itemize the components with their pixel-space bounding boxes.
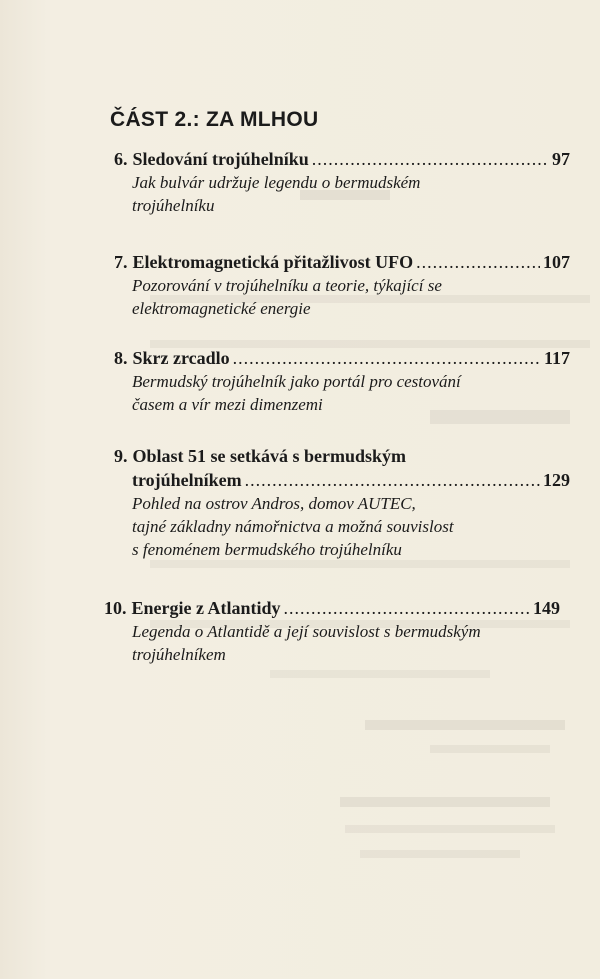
part-heading: ČÁST 2.: ZA MLHOU — [110, 108, 319, 131]
description-line: časem a vír mezi dimenzemi — [132, 395, 323, 414]
chapter-description — [114, 492, 570, 561]
chapter-title-continued: trojúhelníkem — [132, 470, 242, 490]
chapter-title: Elektromagnetická přitažlivost UFO — [132, 252, 414, 272]
page-number: 129 — [543, 470, 570, 490]
chapter-number: 9. — [114, 446, 128, 466]
chapter-title: Oblast 51 se setkává s bermudským — [132, 446, 407, 466]
toc-entry[interactable] — [114, 346, 570, 416]
chapter-number: 7. — [114, 252, 128, 272]
description-line: s fenoménem bermudského trojúhelníku — [132, 540, 402, 559]
description-line: Legenda o Atlantidě a její souvislost s bermudským — [132, 622, 481, 641]
toc-entry-title-line — [104, 596, 570, 620]
toc-entry-title-line — [114, 346, 570, 370]
dot-leader — [233, 346, 541, 370]
toc-entry-title-line — [114, 147, 570, 171]
toc-entry[interactable] — [114, 250, 570, 320]
description-line: Pozorování v trojúhelníku a teorie, týkající se — [132, 276, 442, 295]
toc-entry[interactable] — [114, 147, 570, 217]
chapter-number: 10. — [104, 598, 127, 618]
chapter-description — [114, 171, 570, 217]
page-number: 97 — [552, 149, 570, 169]
chapter-title: Skrz zrcadlo — [132, 348, 230, 368]
page-number: 107 — [543, 252, 570, 272]
toc-entry-title-line — [114, 468, 570, 492]
toc-entry-title-line — [114, 250, 570, 274]
chapter-description — [114, 274, 570, 320]
dot-leader — [312, 147, 549, 171]
description-line: elektromagnetické energie — [132, 299, 311, 318]
chapter-number: 6. — [114, 149, 128, 169]
toc-entry[interactable] — [114, 444, 570, 561]
toc-entry-title-line — [114, 444, 570, 468]
dot-leader — [284, 596, 531, 620]
chapter-number: 8. — [114, 348, 128, 368]
chapter-description — [114, 370, 570, 416]
page-number: 117 — [543, 348, 570, 368]
chapter-title: Sledování trojúhelníku — [132, 149, 309, 169]
chapter-description — [104, 620, 570, 666]
description-line: trojúhelníkem — [132, 645, 226, 664]
page-number: 149 — [533, 598, 560, 618]
description-line: Pohled na ostrov Andros, domov AUTEC, — [132, 494, 416, 513]
description-line: Jak bulvár udržuje legendu o bermudském — [132, 173, 421, 192]
dot-leader — [416, 250, 540, 274]
dot-leader — [245, 468, 540, 492]
chapter-title: Energie z Atlantidy — [131, 598, 281, 618]
description-line: trojúhelníku — [132, 196, 215, 215]
description-line: tajné základny námořnictva a možná souvislost — [132, 517, 454, 536]
toc-entry[interactable] — [104, 596, 570, 666]
description-line: Bermudský trojúhelník jako portál pro cestování — [132, 372, 461, 391]
